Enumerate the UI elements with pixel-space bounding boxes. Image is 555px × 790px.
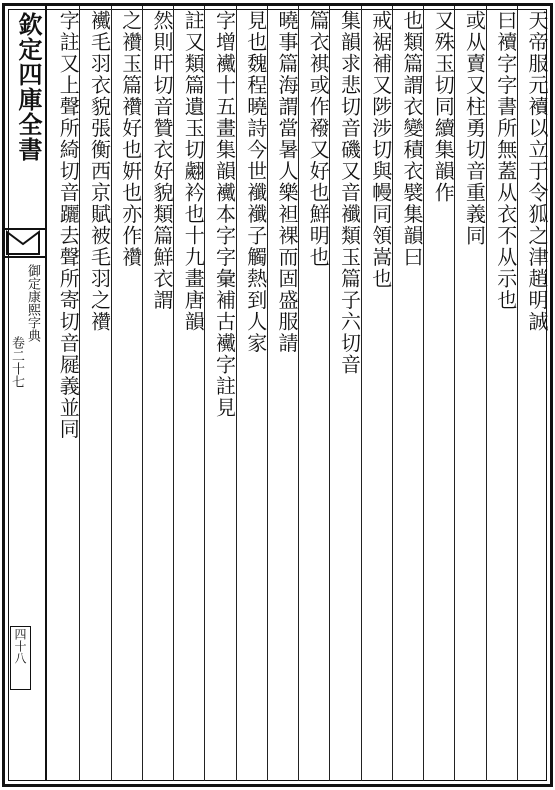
text-column — [79, 10, 110, 780]
text-column — [111, 10, 142, 780]
text-column — [423, 10, 454, 780]
dictionary-title: 御定康熙字典 — [25, 264, 40, 342]
column-text: 曉事篇海謂當暑人樂袒裸而固盛服請 — [275, 10, 299, 354]
column-text: 曰襩字字書所無蓋从衣不从示也 — [493, 10, 518, 311]
text-column — [48, 10, 79, 780]
column-rule — [361, 6, 362, 781]
column-text: 然則旰切音贊衣好貌類篇鮮衣謂 — [150, 10, 174, 311]
column-rule — [267, 6, 268, 781]
text-column — [173, 10, 204, 780]
column-text: 天帝服元襩以立于令狐之津趙明誠 — [525, 10, 549, 333]
book-spine — [5, 6, 47, 781]
text-column — [298, 10, 329, 780]
text-column — [142, 10, 173, 780]
volume-label: 卷二十七 — [9, 336, 24, 388]
text-column — [267, 10, 298, 780]
column-rule — [392, 6, 393, 781]
column-rule — [423, 6, 424, 781]
column-rule — [298, 6, 299, 781]
text-column — [329, 10, 360, 780]
book-title: 欽定四庫全書 — [14, 12, 43, 162]
text-column — [392, 10, 423, 780]
fish-tail-ornament-icon — [5, 228, 45, 258]
page-number: 四十八 — [10, 626, 31, 690]
column-text: 也類篇謂衣變積衣襞集韻曰 — [400, 10, 424, 268]
column-text: 或从賣又柱勇切音重義同 — [462, 10, 487, 247]
text-column — [236, 10, 267, 780]
text-column — [454, 10, 485, 780]
column-text: 又殊玉切同續集韻作 — [431, 10, 456, 204]
column-text: 之襸玉篇襸好也姸也亦作襸 — [118, 10, 143, 268]
column-rule — [236, 6, 237, 781]
column-rule — [329, 6, 330, 781]
column-text: 集韻求悲切音磯又音襳類玉篇子六切音 — [337, 10, 362, 376]
column-text: 襶毛羽衣貌張衡西京賦被毛羽之襸 — [87, 10, 112, 333]
column-text: 字註又上聲所綺切音躧去聲所寄切音屣義並同 — [56, 10, 81, 440]
column-rule — [173, 6, 174, 781]
column-text: 字增襶十五畫集韻襶本字字彙補古襶字註見 — [212, 10, 237, 419]
column-rule — [111, 6, 112, 781]
column-text: 註又類篇遺玉切翽衿也十九畫唐韻 — [181, 10, 206, 333]
column-text: 戒裾補又陟涉切與幔同領嵩也 — [368, 10, 393, 290]
column-text: 見也魏程曉詩今世襳襳子觸熱到人家 — [243, 10, 268, 354]
column-text: 篇衣褀或作襏又好也鮮明也 — [306, 10, 331, 268]
column-rule — [79, 6, 80, 781]
text-column — [486, 10, 517, 780]
column-rule — [142, 6, 143, 781]
column-rule — [486, 6, 487, 781]
column-rule — [517, 6, 518, 781]
column-rule — [204, 6, 205, 781]
text-column — [517, 10, 548, 780]
text-column — [361, 10, 392, 780]
column-rule — [454, 6, 455, 781]
text-column — [204, 10, 235, 780]
